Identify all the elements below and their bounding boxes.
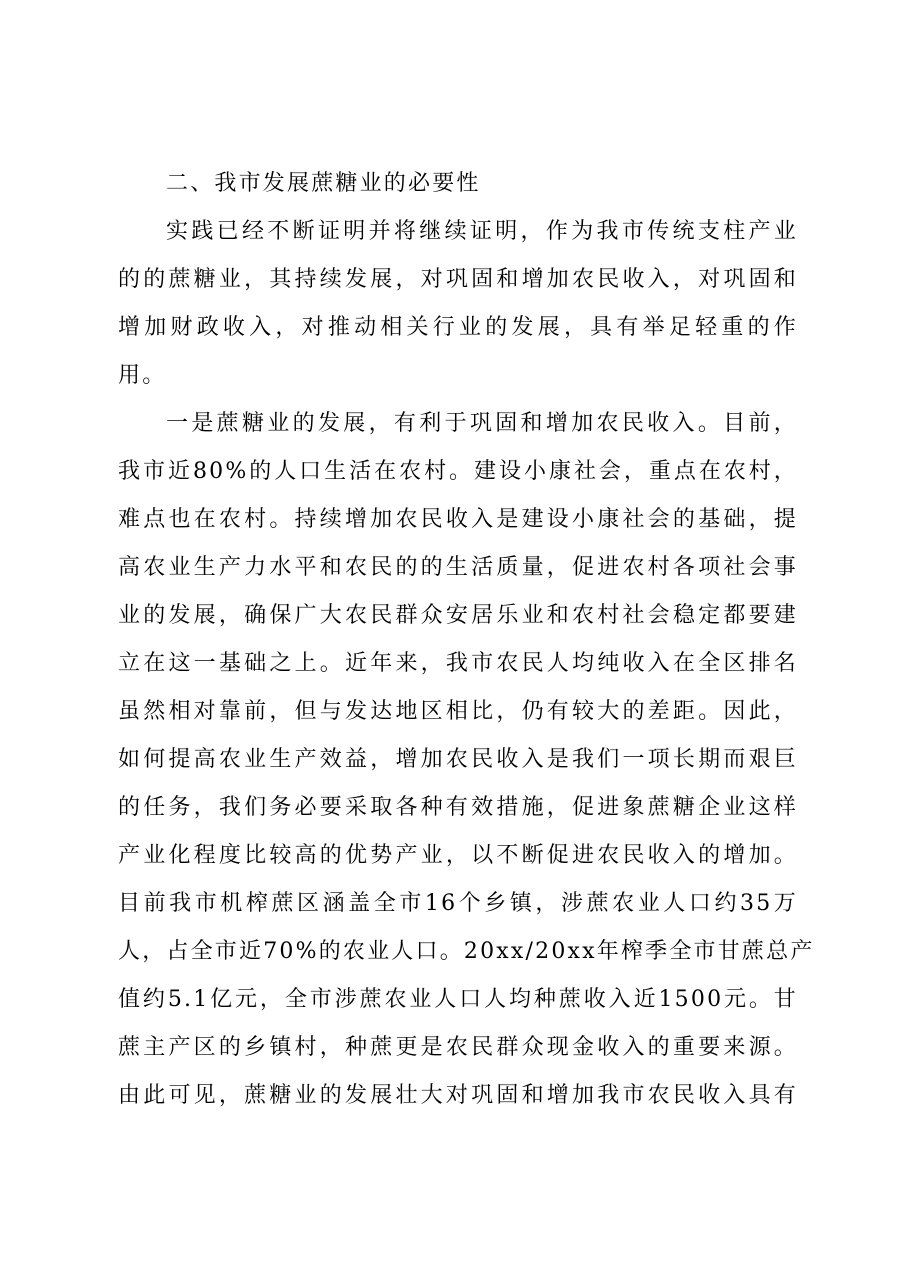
text-line: 产业化程度比较高的优势产业，以不断促进农民收入的增加。 — [118, 843, 798, 868]
text-line: 难点也在农村。持续增加农民收入是建设小康社会的基础，提 — [118, 507, 798, 532]
text-line: 如何提高农业生产效益，增加农民收入是我们一项长期而艰巨 — [118, 747, 798, 772]
section-heading: 二、我市发展蔗糖业的必要性 — [166, 171, 481, 196]
document-body — [118, 160, 815, 1120]
text-line: 一是蔗糖业的发展，有利于巩固和增加农民收入。目前， — [166, 411, 798, 436]
text-line: 用。 — [118, 363, 167, 388]
text-line: 增加财政收入，对推动相关行业的发展，具有举足轻重的作 — [118, 315, 798, 340]
text-line: 的的蔗糖业，其持续发展，对巩固和增加农民收入，对巩固和 — [118, 267, 798, 292]
text-line: 蔗主产区的乡镇村，种蔗更是农民群众现金收入的重要来源。 — [118, 1035, 798, 1060]
text-line: 实践已经不断证明并将继续证明，作为我市传统支柱产业 — [166, 219, 798, 244]
text-line: 业的发展，确保广大农民群众安居乐业和农村社会稳定都要建 — [118, 603, 798, 628]
text-line: 值约5.1亿元，全市涉蔗农业人口人均种蔗收入近1500元。甘 — [118, 987, 798, 1012]
text-line: 高农业生产力水平和农民的的生活质量，促进农村各项社会事 — [118, 555, 798, 580]
text-line: 虽然相对靠前，但与发达地区相比，仍有较大的差距。因此， — [118, 699, 798, 724]
text-line: 由此可见，蔗糖业的发展壮大对巩固和增加我市农民收入具有 — [118, 1083, 798, 1108]
text-line: 我市近80%的人口生活在农村。建设小康社会，重点在农村， — [118, 459, 798, 484]
text-line: 目前我市机榨蔗区涵盖全市16个乡镇，涉蔗农业人口约35万 — [118, 891, 798, 916]
text-line: 的任务，我们务必要采取各种有效措施，促进象蔗糖企业这样 — [118, 795, 798, 820]
text-line: 立在这一基础之上。近年来，我市农民人均纯收入在全区排名 — [118, 651, 798, 676]
text-line: 人，占全市近70%的农业人口。20xx/20xx年榨季全市甘蔗总产 — [118, 939, 815, 964]
